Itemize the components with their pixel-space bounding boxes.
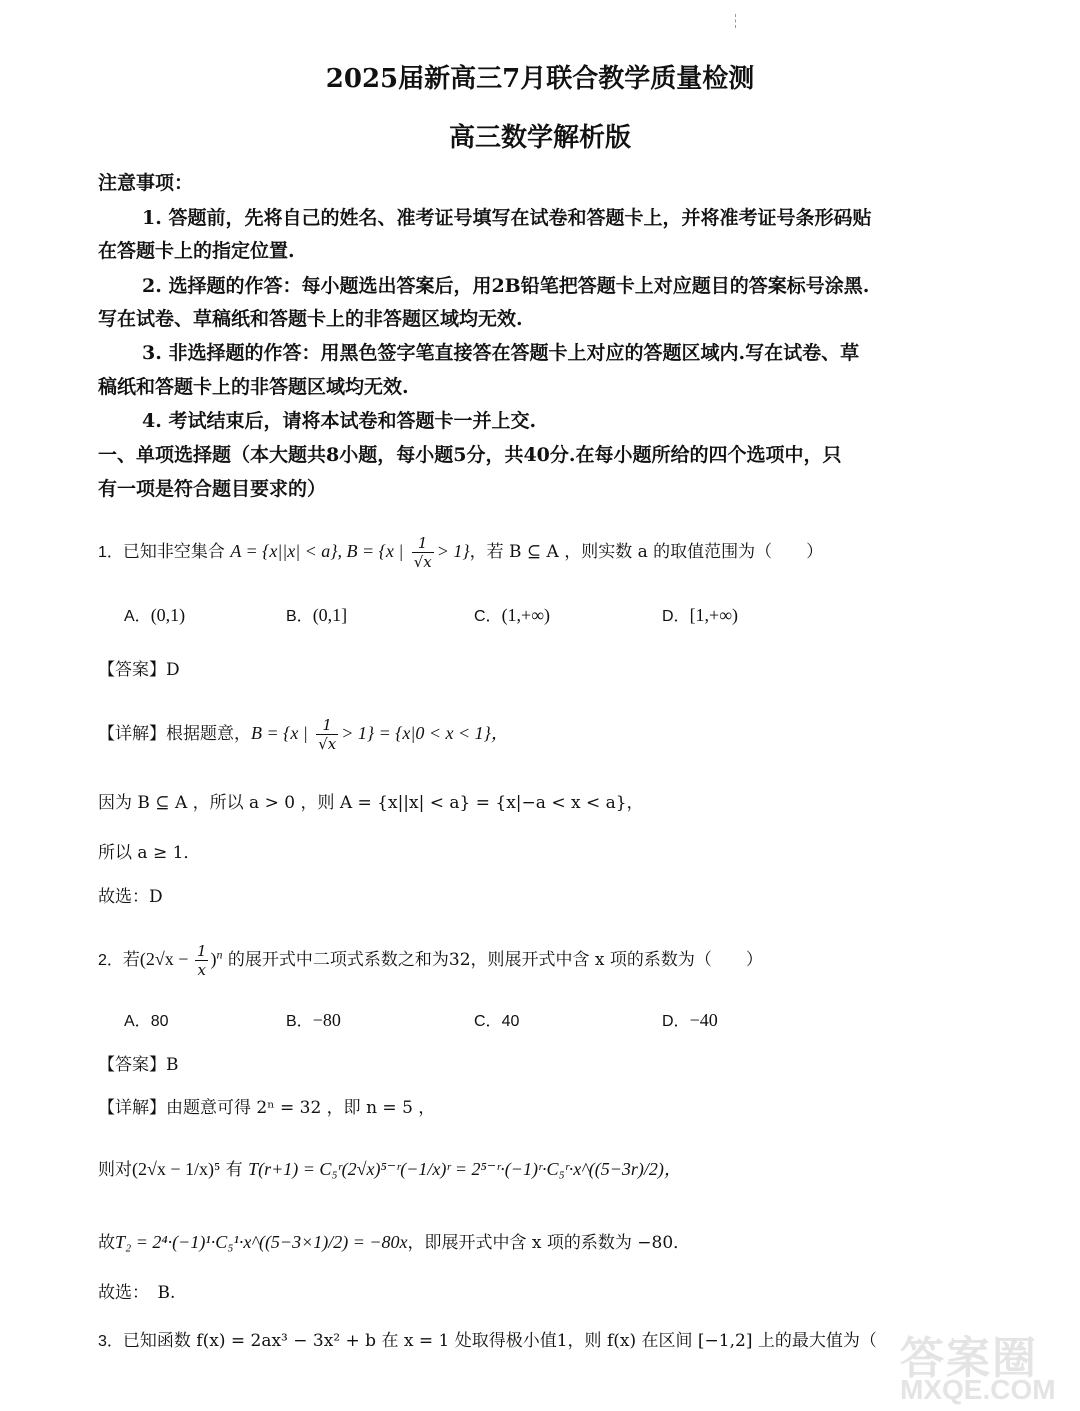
notice-heading: 注意事项： bbox=[98, 172, 194, 194]
q2-detail2-expression: (2√x − 1/x)⁵ bbox=[132, 1159, 221, 1179]
q2-option-b-label: B． bbox=[286, 1013, 313, 1030]
q1-detail-line-1 bbox=[98, 716, 509, 753]
section-heading-line-2: 有一项是符合题目要求的） bbox=[98, 478, 327, 500]
notice-item-2-line-2: 写在试卷、草稿纸和答题卡上的非答题区域均无效. bbox=[98, 308, 523, 330]
q2-stem-prefix: 若 bbox=[122, 950, 140, 970]
scan-mark bbox=[735, 14, 737, 28]
q2-option-d-label: D． bbox=[662, 1013, 690, 1030]
q1-option-c-value: (1,+∞) bbox=[501, 605, 551, 625]
q1-fraction bbox=[412, 534, 434, 571]
q2-option-c-label: C． bbox=[474, 1013, 502, 1030]
q1-set-b-suffix: > 1} bbox=[436, 541, 470, 561]
q2-option-c bbox=[474, 1008, 519, 1031]
q2-number: 2． bbox=[98, 952, 123, 969]
q2-detail-line-1: 【详解】由题意可得 2ⁿ = 32 ，即 n = 5 ， bbox=[98, 1098, 436, 1118]
q1-set-b-prefix: , B = {x | bbox=[337, 541, 404, 561]
q2-detail2-prefix: 则对 bbox=[98, 1160, 132, 1180]
q2-detail3-formula: T₂ = 2⁴·(−1)¹·C₅¹·x^((5−3×1)/2) = −80x bbox=[115, 1232, 408, 1252]
q1-option-d-value: [1,+∞) bbox=[689, 605, 739, 625]
q3-number: 3． bbox=[98, 1333, 123, 1350]
q1-detail-fraction-den: √x bbox=[318, 735, 337, 753]
q1-option-b-value: (0,1] bbox=[312, 605, 348, 625]
q1-option-a bbox=[124, 603, 185, 626]
q1-detail-set-b-suffix: > 1} = {x|0 < x < 1}， bbox=[341, 723, 509, 743]
q1-choice: 故选：D bbox=[98, 887, 163, 907]
q2-detail3-prefix: 故 bbox=[98, 1233, 115, 1253]
q2-answer: 【答案】B bbox=[98, 1055, 179, 1075]
notice-item-1-line-2: 在答题卡上的指定位置. bbox=[98, 240, 295, 262]
notice-item-4: 4. 考试结束后，请将本试卷和答题卡一并上交. bbox=[142, 410, 537, 432]
q2-option-b bbox=[286, 1008, 341, 1031]
q2-fraction-num: 1 bbox=[196, 942, 207, 960]
notice-item-3-line-1: 3. 非选择题的作答：用黑色签字笔直接答在答题卡上对应的答题区域内.写在试卷、草 bbox=[142, 342, 860, 364]
q2-detail-line-2 bbox=[98, 1155, 682, 1181]
q1-fraction-den: √x bbox=[413, 553, 432, 571]
q3-stem-text: 已知函数 f(x) = 2ax³ − 3x² + b 在 x = 1 处取得极小值1，则 f(x) 在区间 [−1,2] 上的最大值为（ bbox=[122, 1331, 877, 1351]
q1-detail-fraction-num: 1 bbox=[316, 716, 338, 735]
q1-option-a-label: A． bbox=[124, 608, 151, 625]
q2-option-a bbox=[124, 1008, 168, 1031]
q3-stem bbox=[98, 1326, 888, 1351]
section-heading-line-1: 一、单项选择题（本大题共8小题，每小题5分，共40分.在每小题所给的四个选项中，只 bbox=[98, 444, 842, 466]
q1-set-a: A = {x||x| < a} bbox=[230, 541, 338, 561]
q1-option-d-label: D． bbox=[662, 608, 690, 625]
q1-stem-prefix: 已知非空集合 bbox=[122, 542, 225, 562]
q2-expression: (2√x − bbox=[139, 949, 193, 969]
notice-item-2-line-1: 2. 选择题的作答：每小题选出答案后，用2B铅笔把答题卡上对应题目的答案标号涂黑. bbox=[142, 275, 870, 297]
q2-detail3-suffix: ，即展开式中含 x 项的系数为 −80． bbox=[407, 1233, 691, 1253]
q1-stem bbox=[98, 534, 823, 571]
q1-option-c-label: C． bbox=[474, 608, 502, 625]
q1-option-d bbox=[662, 603, 738, 626]
q1-detail-fraction bbox=[316, 716, 338, 753]
q2-choice: 故选： B. bbox=[98, 1283, 176, 1303]
q2-fraction bbox=[195, 942, 209, 979]
q2-stem-suffix: 的展开式中二项式系数之和为32，则展开式中含 x 项的系数为（ ） bbox=[227, 950, 763, 970]
q2-option-b-value: −80 bbox=[312, 1010, 341, 1030]
q2-exponent: n bbox=[216, 947, 223, 962]
q2-detail2-formula: T(r+1) = C₅ʳ(2√x)⁵⁻ʳ(−1/x)ʳ = 2⁵⁻ʳ·(−1)ʳ·C₅ʳ·x^((5−3r)/2)， bbox=[248, 1159, 682, 1179]
notice-item-1-line-1: 1. 答题前，先将自己的姓名、准考证号填写在试卷和答题卡上，并将准考证号条形码贴 bbox=[142, 207, 872, 229]
q2-fraction-den: x bbox=[197, 961, 206, 979]
page-subtitle: 高三数学解析版 bbox=[448, 123, 631, 153]
q2-option-d bbox=[662, 1008, 718, 1031]
q1-option-c bbox=[474, 603, 550, 626]
notice-item-3-line-2: 稿纸和答题卡上的非答题区域均无效. bbox=[98, 376, 409, 398]
q2-detail-line-3 bbox=[98, 1228, 690, 1253]
watermark-logo: 答案圈 bbox=[900, 1334, 1038, 1383]
q1-option-a-value: (0,1) bbox=[150, 605, 186, 625]
q1-option-b bbox=[286, 603, 347, 626]
q1-detail-line-2: 因为 B ⊆ A ，所以 a > 0 ，则 A = {x||x| < a} = {x|−a < x < a}， bbox=[98, 793, 644, 813]
q1-option-b-label: B． bbox=[286, 608, 313, 625]
q2-stem: 2．若(2√x − $\frac{1}{x}$ )$^n$ 的展开式中二项式系数之和为32，则展开式中含 x 项的系数为（ ） bbox=[98, 942, 763, 979]
watermark-site: MXQE.COM bbox=[900, 1374, 1056, 1405]
q2-option-a-label: A． bbox=[124, 1013, 151, 1030]
q1-answer: 【答案】D bbox=[98, 660, 180, 680]
q2-detail2-mid: 有 bbox=[225, 1160, 243, 1180]
page-title: 2025届新高三7月联合教学质量检测 bbox=[325, 64, 755, 94]
q2-option-a-value: 80 bbox=[150, 1013, 169, 1030]
q1-detail-line-3: 所以 a ≥ 1． bbox=[98, 843, 201, 863]
q1-detail-prefix: 【详解】根据题意， bbox=[98, 724, 251, 744]
q2-option-d-value: −40 bbox=[689, 1010, 718, 1030]
q1-stem-suffix: ，若 B ⊆ A ，则实数 a 的取值范围为（ ） bbox=[469, 542, 824, 562]
q1-number: 1． bbox=[98, 544, 123, 561]
q1-fraction-num: 1 bbox=[412, 534, 434, 553]
q2-option-c-value: 40 bbox=[501, 1013, 520, 1030]
q1-detail-set-b: B = {x | bbox=[251, 723, 308, 743]
